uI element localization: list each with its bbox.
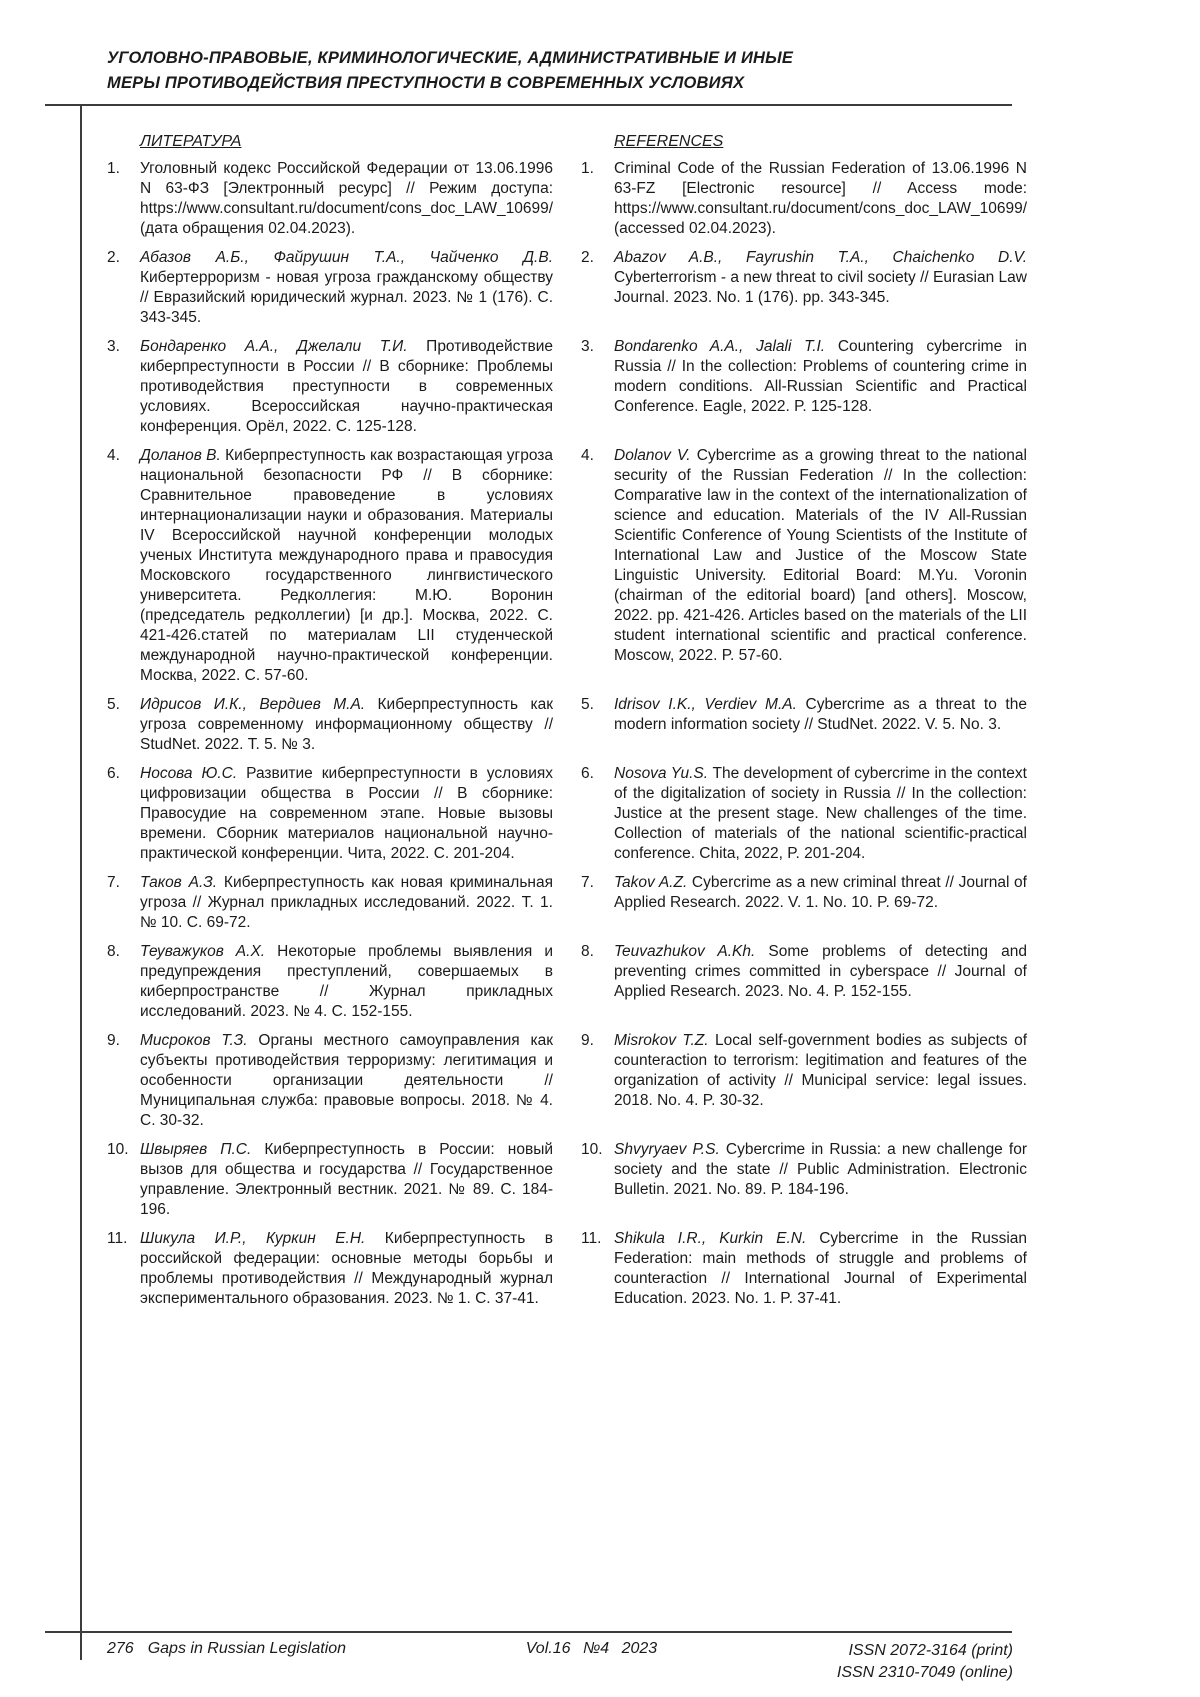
header-rule (45, 104, 1012, 106)
reference-body-en: Cybercrime as a growing threat to the national security of the Russian Federation // In the collection: Comparative law in the context of the internationalization of science and education. Materials of the IV All-Russian Scientific Conference of Young Scientists of the Institute of International Law and Justice of the Moscow State Linguistic University. Editorial Board: M.Yu. Voronin (chairman of the editorial board) [and others]. Moscow, 2022. pp. 421-426. Articles based on the materials of the LII student international scientific and practical conference. Moscow, 2022. P. 57-60. (614, 447, 1027, 664)
reference-number: 6. (581, 765, 594, 782)
reference-body-ru: Развитие киберпреступности в условиях цифровизации общества в России // В сборнике: Правосудие на современном этапе. Новые вызовы времени. Сборник материалов национальной научно-практической конференции. Чита, 2022. С. 201-204. (140, 765, 554, 862)
reference-authors-en: Bondarenko A.A., Jalali T.I. (614, 338, 838, 355)
reference-number: 1. (107, 160, 120, 177)
reference-authors-en: Idrisov I.K., Verdiev M.A. (614, 696, 806, 713)
reference-authors-ru: Теуважуков А.Х. (140, 943, 278, 960)
reference-body-en: Local self-government bodies as subjects of counteraction to terrorism: legitimation and features of the organization of activity // Municipal service: legal issues. 2018. No. 4. P. 30-32. (614, 1032, 1027, 1109)
reference-number: 4. (581, 447, 594, 464)
reference-item-en (581, 248, 1027, 328)
reference-body-en: Cyberterrorism - a new threat to civil society // Eurasian Law Journal. 2023. No. 1 (176). pp. 343-345. (614, 269, 1027, 306)
reference-body-en: Cybercrime in Russia: a new challenge for society and the state // Public Administration. Electronic Bulletin. 2021. No. 89. P. 184-196. (614, 1141, 1028, 1198)
reference-text-en (614, 1229, 1027, 1309)
reference-authors-en: Teuvazhukov A.Kh. (614, 943, 769, 960)
reference-number: 11. (107, 1230, 128, 1247)
issn-print: ISSN 2072-3164 (print) (848, 1642, 1013, 1659)
reference-text-ru (140, 764, 553, 864)
reference-authors-ru: Бондаренко А.А., Джелали Т.И. (140, 338, 427, 355)
reference-item-ru (107, 695, 553, 755)
reference-authors-ru: Идрисов И.К., Вердиев М.А. (140, 696, 378, 713)
reference-item-ru (107, 446, 553, 686)
reference-item-en (581, 695, 1027, 755)
reference-text-en (614, 942, 1027, 1002)
reference-item-ru (107, 1229, 553, 1309)
volume-info: Vol.16 №4 2023 (525, 1640, 658, 1657)
reference-item-ru (107, 248, 553, 328)
reference-body-en: Some problems of detecting and preventing crimes committed in cyberspace // Journal of Applied Research. 2023. No. 4. P. 152-155. (614, 943, 1027, 1000)
reference-text-en (614, 1031, 1027, 1111)
reference-authors-ru: Носова Ю.С. (140, 765, 247, 782)
left-margin-rule (80, 104, 82, 1660)
reference-text-ru (140, 248, 553, 328)
reference-text-ru (140, 337, 553, 437)
reference-body-en: The development of cybercrime in the context of the digitalization of society in Russia // In the collection: Justice at the present stage. New challenges of the time. Collection of materials of the national scientific-practical conference. Chita, 2022, P. 201-204. (614, 765, 1027, 862)
reference-number: 8. (107, 943, 120, 960)
reference-authors-ru: Таков А.З. (140, 874, 224, 891)
reference-item-en (581, 337, 1027, 437)
reference-number: 3. (581, 338, 594, 355)
reference-authors-en: Takov A.Z. (614, 874, 692, 891)
reference-number: 1. (581, 160, 594, 177)
reference-authors-ru: Мисроков Т.З. (140, 1032, 259, 1049)
reference-number: 5. (581, 696, 594, 713)
reference-item-en (581, 1229, 1027, 1309)
issn-online: ISSN 2310-7049 (online) (836, 1664, 1013, 1681)
reference-body-ru: Киберпреступность как новая криминальная угроза // Журнал прикладных исследований. 2022. Т. 1. № 10. С. 69-72. (140, 874, 553, 931)
reference-number: 11. (581, 1230, 602, 1247)
footer-left (107, 1640, 346, 1658)
reference-number: 6. (107, 765, 120, 782)
reference-item-en (581, 942, 1027, 1022)
reference-item-ru (107, 1140, 553, 1220)
reference-text-en (614, 337, 1027, 417)
reference-body-ru: Некоторые проблемы выявления и предупреждения преступлений, совершаемых в киберпространстве // Журнал прикладных исследований. 2023. № 4. С. 152-155. (140, 943, 553, 1020)
reference-body-en: Criminal Code of the Russian Federation of 13.06.1996 N 63-FZ [Electronic resource] // Access mode: https://www.consultant.ru/document/cons_doc_LAW_10699/ (accessed 02.04.2023). (614, 160, 1027, 237)
reference-item-en (581, 159, 1027, 239)
reference-text-ru (140, 1140, 553, 1220)
reference-item-en (581, 1140, 1027, 1220)
reference-item-ru (107, 1031, 553, 1131)
reference-text-en (614, 159, 1027, 239)
reference-number: 3. (107, 338, 120, 355)
reference-text-en (614, 446, 1027, 666)
reference-body-ru: Киберпреступность в российской федерации: основные методы борьбы и проблемы противодействия // Международный журнал экспериментального образования. 2023. № 1. С. 37-41. (140, 1230, 554, 1307)
reference-body-en: Cybercrime as a threat to the modern information society // StudNet. 2022. V. 5. No. 3. (614, 696, 1027, 733)
reference-number: 9. (107, 1032, 120, 1049)
reference-item-ru (107, 942, 553, 1022)
reference-authors-ru: Шикула И.Р., Куркин Е.Н. (140, 1230, 385, 1247)
reference-body-ru: Противодействие киберпреступности в России // В сборнике: Проблемы противодействия преступности в современных условиях. Всероссийская научно-практическая конференция. Орёл, 2022. С. 125-128. (140, 338, 553, 435)
reference-item-ru (107, 764, 553, 864)
literature-heading-ru: ЛИТЕРАТУРА (140, 133, 242, 150)
reference-item-ru (107, 873, 553, 933)
reference-number: 5. (107, 696, 120, 713)
reference-body-ru: Уголовный кодекс Российской Федерации от 13.06.1996 N 63-ФЗ [Электронный ресурс] // Режим доступа: https://www.consultant.ru/document/cons_doc_LAW_10699/ (дата обращения 02.04.2023). (140, 160, 553, 237)
reference-authors-en: Shikula I.R., Kurkin E.N. (614, 1230, 820, 1247)
journal-name: Gaps in Russian Legislation (147, 1640, 347, 1657)
reference-item-ru (107, 337, 553, 437)
reference-text-en (614, 873, 1027, 913)
reference-authors-en: Dolanov V. (614, 447, 697, 464)
footer-rule (45, 1631, 1012, 1633)
reference-authors-ru: Абазов А.Б., Файрушин Т.А., Чайченко Д.В. (140, 249, 553, 266)
running-head (107, 46, 793, 96)
reference-text-ru (140, 873, 553, 933)
reference-item-en (581, 446, 1027, 686)
reference-number: 4. (107, 447, 120, 464)
reference-text-ru (140, 1229, 553, 1309)
reference-body-en: Cybercrime in the Russian Federation: main methods of struggle and problems of counteraction // International Journal of Experimental Education. 2023. No. 1. P. 37-41. (614, 1230, 1027, 1307)
reference-authors-ru: Швыряев П.С. (140, 1141, 265, 1158)
reference-number: 9. (581, 1032, 594, 1049)
reference-number: 7. (107, 874, 120, 891)
reference-text-en (614, 248, 1027, 308)
reference-number: 10. (581, 1141, 603, 1158)
reference-authors-en: Abazov A.B., Fayrushin T.A., Chaichenko D.V. (614, 249, 1027, 266)
reference-body-en: Countering cybercrime in Russia // In the collection: Problems of countering crime in modern conditions. All-Russian Scientific and Practical Conference. Eagle, 2022. P. 125-128. (614, 338, 1027, 415)
running-head-line-2: МЕРЫ ПРОТИВОДЕЙСТВИЯ ПРЕСТУПНОСТИ В СОВРЕМЕННЫХ УСЛОВИЯХ (107, 74, 745, 92)
page-number: 276 (107, 1640, 134, 1657)
reference-text-ru (140, 695, 553, 755)
reference-text-en (614, 764, 1027, 864)
reference-text-en (614, 1140, 1027, 1200)
reference-number: 2. (581, 249, 594, 266)
running-head-line-1: УГОЛОВНО-ПРАВОВЫЕ, КРИМИНОЛОГИЧЕСКИЕ, АДМИНИСТРАТИВНЫЕ И ИНЫЕ (107, 49, 794, 67)
page-footer (107, 1640, 1013, 1684)
reference-item-ru (107, 159, 553, 239)
reference-authors-en: Misrokov T.Z. (614, 1032, 715, 1049)
reference-body-ru: Киберпреступность в России: новый вызов для общества и государства // Государственное управление. Электронный вестник. 2021. № 89. С. 184-196. (140, 1141, 553, 1218)
reference-body-ru: Киберпреступность как возрастающая угроза национальной безопасности РФ // В сборнике: Сравнительное правоведение в условиях интернационализации науки и образования. Материалы IV Всероссийской научной конференции молодых ученых Института международного права и правосудия Московского государственного лингвистического университета. Редколлегия: М.Ю. Воронин (председатель редколлегии) [и др.]. Москва, 2022. С. 421-426.статей по материалам LII студенческой международной научно-практической конференции. Москва, 2022. С. 57-60. (140, 447, 554, 684)
reference-authors-ru: Доланов В. (140, 447, 226, 464)
reference-body-en: Cybercrime as a new criminal threat // Journal of Applied Research. 2022. V. 1. No. 10. P. 69-72. (614, 874, 1027, 911)
reference-text-ru (140, 159, 553, 239)
issn-block (837, 1640, 1013, 1684)
reference-authors-en: Nosova Yu.S. (614, 765, 713, 782)
references-grid (107, 133, 1028, 1318)
reference-body-ru: Кибертерроризм - новая угроза гражданскому обществу // Евразийский юридический журнал. 2023. № 1 (176). С. 343-345. (140, 269, 553, 326)
references-heading-en: REFERENCES (614, 133, 724, 150)
reference-item-en (581, 764, 1027, 864)
reference-text-ru (140, 942, 553, 1022)
reference-body-ru: Органы местного самоуправления как субъекты противодействия терроризму: легитимация и особенности организации деятельности // Муниципальная служба: правовые вопросы. 2018. № 4. С. 30-32. (140, 1032, 553, 1129)
reference-authors-en: Shvyryaev P.S. (614, 1141, 726, 1158)
reference-number: 8. (581, 943, 594, 960)
reference-number: 2. (107, 249, 120, 266)
references-section (107, 133, 1028, 1318)
reference-item-en (581, 873, 1027, 933)
reference-body-ru: Киберпреступность как угроза современному информационному обществу // StudNet. 2022. Т. 5. № 3. (140, 696, 553, 753)
reference-text-ru (140, 1031, 553, 1131)
reference-text-ru (140, 446, 553, 686)
reference-number: 10. (107, 1141, 129, 1158)
reference-item-en (581, 1031, 1027, 1131)
reference-text-en (614, 695, 1027, 735)
reference-number: 7. (581, 874, 594, 891)
